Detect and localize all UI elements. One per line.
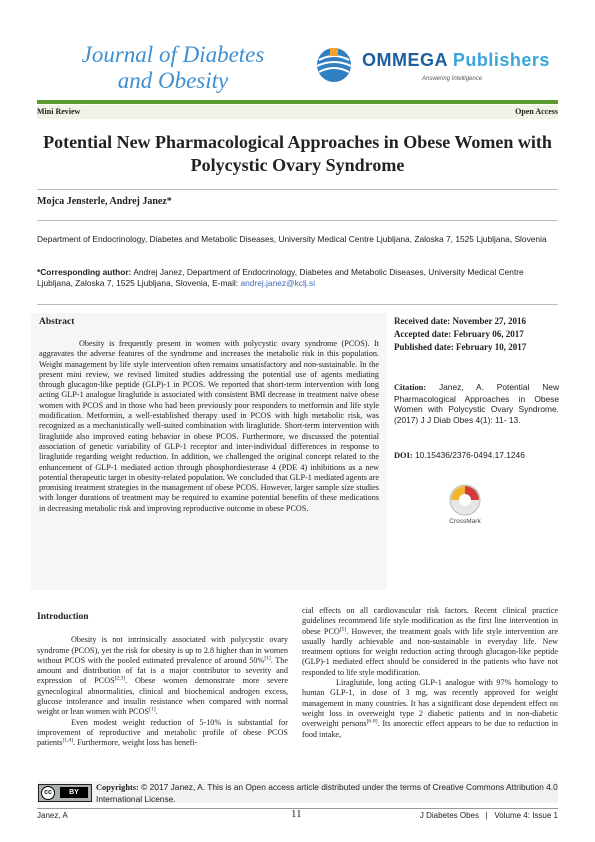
citation-text: Janez, A. Potential New Pharmacological Approaches in Obese Women with Polycystic Ovary Syndrome. (2017) J J Diab Obes 4(1): 11- 13. xyxy=(394,382,559,425)
publisher-tagline: Answering Intelligence xyxy=(422,76,483,82)
text-run: Liraglutide, long acting GLP-1 analogue with 97% homology to human GLP-1, in dose of 3 mg, was recently approved for weight management in many countries. It has a significant dose dependent effect on weight loss in overweight type 2 diabetic patients and in non-diabetic overweight persons xyxy=(302,678,558,729)
body-column-right xyxy=(302,606,558,740)
doi-label: DOI: xyxy=(394,451,413,460)
crossmark-badge[interactable] xyxy=(440,482,490,532)
body-paragraph xyxy=(302,678,558,740)
abstract-heading: Abstract xyxy=(39,317,75,327)
publisher-name-part2: Publishers xyxy=(447,50,550,70)
divider xyxy=(37,304,558,305)
page-number: 11 xyxy=(291,808,302,820)
text-run: . xyxy=(155,707,158,717)
author-email-link[interactable]: andrej.janez@kclj.si xyxy=(240,278,316,288)
corresponding-author xyxy=(37,267,558,289)
accepted-date: Accepted date: February 06, 2017 xyxy=(394,329,524,339)
text-run: Obesity is not intrinsically associated with polycystic ovary syndrome (PCOS), yet the risk for obesity is up to 2.8 higher than in women without PCOS with the pooled estimated prevalence of around 50% xyxy=(37,635,288,665)
text-run: . However, the treatment goals with life style intervention are usually hardly achievable and non-sustainable in everyday life. New treatment options for weight reduction acting through glucagon-like peptide (GLP)-1 mediated effect should be considered in the patients who have not responded to life style modification. xyxy=(302,626,558,677)
footer-author: Janez, A xyxy=(37,811,68,820)
copyright-text: © 2017 Janez, A. This is an Open access article distributed under the terms of Creative Commons Attribution 4.0 International License. xyxy=(96,782,558,804)
divider xyxy=(37,189,558,190)
footer-journal-issue: J Diabetes Obes | Volume 4: Issue 1 xyxy=(419,811,558,820)
by-icon: BY xyxy=(60,787,88,798)
article-title: Potential New Pharmacological Approaches in Obese Women with Polycystic Ovary Syndrome xyxy=(43,132,552,175)
copyright-notice xyxy=(96,782,558,804)
copyright-label: Copyrights: xyxy=(96,783,139,792)
ommega-globe-icon xyxy=(310,46,358,84)
citation-ref[interactable]: [1] xyxy=(149,706,156,713)
article-type-bar xyxy=(37,105,558,119)
text-run: cial effects on all cardiovascular risk factors. Recent clinical practice guidelines recommend life style modification as the first line intervention in obese PCO xyxy=(302,606,558,636)
journal-title xyxy=(58,42,288,94)
citation-ref[interactable]: [2,3] xyxy=(114,675,126,682)
citation-ref[interactable]: [1,4] xyxy=(62,737,74,744)
received-date: Received date: November 27, 2016 xyxy=(394,316,527,326)
citation-ref[interactable]: [6-8] xyxy=(366,718,378,725)
doi-value: 10.15436/2376-0494.17.1246 xyxy=(412,450,525,460)
introduction-heading: Introduction xyxy=(37,612,89,622)
publisher-logo xyxy=(310,46,560,96)
abstract-body: Obesity is frequently present in women with polycystic ovary syndrome (PCOS). It aggravates the adverse features of the syndrome and increases the metabolic risk in this population. Weight management by life style intervention often remains unsatisfactory and non-sustainable. In the present mini review, we revised limited studies addressing the potential use of agents mediating through glucagon-like peptide (GLP)-1 in PCOS. We reported that short-term intervention with long acting GLP-1 analogue liraglutide is associated with consistent BMI decrease in treatment naive obese women with PCOS and in those who had been previously poor responders to metformin and life style modification. Metformin, a well-established therapy used in PCOS with high metabolic risk, was recognized as a mechanistically well-suited combination with liraglutide. Short-term intervention with liraglutide also improved eating behavior in obese PCOS. Furthermore, we discussed the potential association of genetic variability of GLP-1 receptor and inter-individual differences in response to liraglutide regarding weight reduction. In addition, we challenged the original concept related to the enhancement of GLP-1 mediated action through phosphordiesterase 4 (PDE 4) inhibitions as a new potential therapeutic target in obesity-related population. We concluded that GLP-1 mediated agents are promising treatment strategies in the management of obese PCOS. However, larger sample size studies with longer durations of treatment may be required to examine potential benefits of these medications in decreasing metabolic risk and improving reproductive outcome in obese PCOS. xyxy=(39,339,379,513)
journal-title-line1: Journal of Diabetes xyxy=(81,42,265,67)
header-green-rule xyxy=(37,100,558,104)
text-run: . Obese women demonstrate more severe gynecological abnormalities, clinical and biochemical androgen excess, glucose intolerance and insulin resistance when compared with normal weight or lean women with PCOS xyxy=(37,676,288,717)
affiliation: Department of Endocrinology, Diabetes and Metabolic Diseases, University Medical Centre Ljubljana, Zaloska 7, 1525 Ljubljana, Slovenia xyxy=(37,234,547,244)
publisher-name-part1: OMMEGA xyxy=(362,50,448,70)
text-run: . Its anorectic effect appears to be due to reduction in food intake, xyxy=(302,719,558,739)
cc-by-badge[interactable] xyxy=(38,784,92,802)
text-run: . Furthermore, weight loss has benefi- xyxy=(73,738,198,748)
journal-title-line2: and Obesity xyxy=(117,68,229,93)
body-column-left xyxy=(37,612,288,749)
citation xyxy=(394,382,559,425)
publisher-name xyxy=(362,50,550,71)
text-run: . The amount and distribution of fat is a major contributor to severity and expression of PCOS xyxy=(37,655,288,686)
author-list: Mojca Jensterle, Andrej Janez* xyxy=(37,196,172,207)
citation-ref[interactable]: [1] xyxy=(264,655,271,662)
crossmark-icon xyxy=(440,482,490,522)
body-paragraph xyxy=(302,606,558,678)
published-date: Published date: February 10, 2017 xyxy=(394,342,527,352)
body-paragraph xyxy=(37,718,288,749)
cc-icon: cc xyxy=(41,786,55,800)
publication-dates xyxy=(394,315,559,354)
citation-ref[interactable]: [5] xyxy=(339,625,347,632)
abstract-box xyxy=(31,313,387,590)
corresponding-author-label: *Corresponding author: xyxy=(37,267,132,277)
text-run: Even modest weight reduction of 5-10% is substantial for improvement of reproductive and metabolic profile of obese PCOS patients xyxy=(37,717,288,748)
corresponding-author-text: Andrej Janez, Department of Endocrinology, Diabetes and Metabolic Diseases, University Medical Centre Ljubljana, Zaloska 7, 1525 Ljubljana, Slovenia, E-mail: xyxy=(37,267,524,288)
doi xyxy=(394,449,559,462)
article-info-sidebar xyxy=(394,315,559,462)
citation-label: Citation: xyxy=(394,383,427,392)
article-type-label: Mini Review xyxy=(37,107,81,116)
divider xyxy=(37,220,558,221)
body-paragraph xyxy=(37,635,288,717)
open-access-label: Open Access xyxy=(515,107,558,116)
crossmark-label: CrossMark xyxy=(449,518,481,525)
